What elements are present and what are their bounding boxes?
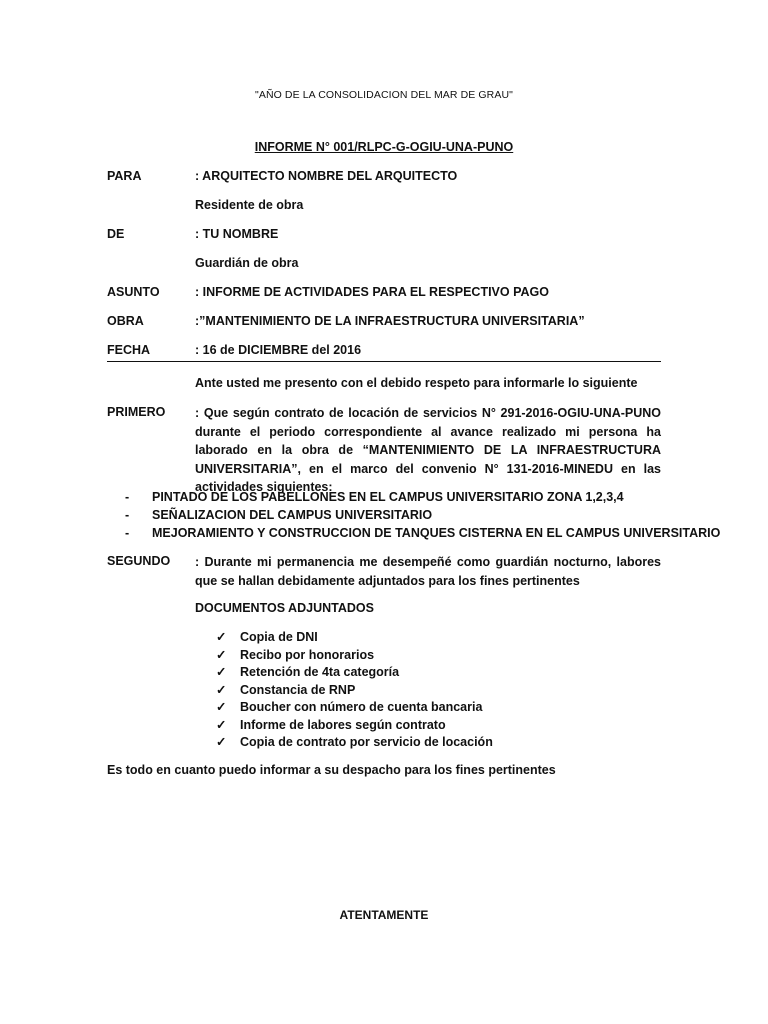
- intro-text: Ante usted me presento con el debido respeto para informarle lo siguiente: [195, 376, 638, 390]
- list-item: ✓ Constancia de RNP: [216, 682, 493, 700]
- segundo-label: SEGUNDO: [107, 554, 171, 568]
- list-item: ✓ Boucher con número de cuenta bancaria: [216, 699, 493, 717]
- list-item: ✓ Recibo por honorarios: [216, 647, 493, 665]
- header-divider: [107, 361, 661, 362]
- signature-salutation: ATENTAMENTE: [339, 908, 429, 922]
- list-item: ✓ Informe de labores según contrato: [216, 717, 493, 735]
- fecha-label: FECHA: [107, 343, 151, 357]
- documents-heading: DOCUMENTOS ADJUNTADOS: [195, 601, 374, 615]
- de-label: DE: [107, 227, 125, 241]
- obra-label: OBRA: [107, 314, 144, 328]
- obra-value: :”MANTENIMIENTO DE LA INFRAESTRUCTURA UNIVERSITARIA”: [195, 314, 585, 328]
- dash-bullet: -: [125, 526, 130, 540]
- activities-list: [125, 488, 720, 542]
- asunto-value: : INFORME DE ACTIVIDADES PARA EL RESPECTIVO PAGO: [195, 285, 549, 299]
- list-item: ✓ Retención de 4ta categoría: [216, 664, 493, 682]
- check-icon: ✓: [216, 735, 227, 749]
- primero-paragraph: : Que según contrato de locación de servicios N° 291-2016-OGIU-UNA-PUNO durante el periodo correspondiente al avance realizado mi persona ha laborado en la obra de “MANTENIMIENTO DE LA INFRAESTRUCTURA UNIVERSITARIA”, en el marco del convenio N° 131-2016-MINEDU en las actividades siguientes:: [195, 406, 661, 494]
- check-icon: ✓: [216, 682, 227, 697]
- documents-list: [216, 629, 493, 752]
- list-item: - PINTADO DE LOS PABELLONES EN EL CAMPUS UNIVERSITARIO ZONA 1,2,3,4: [125, 490, 624, 504]
- dash-bullet: -: [125, 508, 130, 522]
- para-value: : ARQUITECTO NOMBRE DEL ARQUITECTO: [195, 169, 458, 183]
- list-item: - MEJORAMIENTO Y CONSTRUCCION DE TANQUES CISTERNA EN EL CAMPUS UNIVERSITARIO: [125, 526, 721, 540]
- report-title: INFORME N° 001/RLPC-G-OGIU-UNA-PUNO: [254, 140, 514, 154]
- list-item: - SEÑALIZACION DEL CAMPUS UNIVERSITARIO: [125, 508, 433, 522]
- closing-statement: Es todo en cuanto puedo informar a su despacho para los fines pertinentes: [107, 763, 556, 777]
- para-role: Residente de obra: [195, 198, 304, 212]
- primero-label: PRIMERO: [107, 405, 166, 419]
- check-icon: ✓: [216, 630, 227, 644]
- check-icon: ✓: [216, 647, 227, 662]
- check-icon: ✓: [216, 700, 227, 714]
- asunto-label: ASUNTO: [107, 285, 160, 299]
- para-label: PARA: [107, 169, 142, 183]
- dash-bullet: -: [125, 490, 130, 504]
- de-role: Guardián de obra: [195, 256, 299, 270]
- check-icon: ✓: [216, 665, 227, 679]
- segundo-paragraph: : Durante mi permanencia me desempeñé como guardián nocturno, labores que se hallan debidamente adjuntados para los fines pertinentes: [195, 555, 661, 588]
- de-value: : TU NOMBRE: [195, 227, 279, 241]
- list-item: ✓ Copia de contrato por servicio de locación: [216, 734, 493, 752]
- year-motto: "AÑO DE LA CONSOLIDACION DEL MAR DE GRAU": [255, 89, 513, 101]
- check-icon: ✓: [216, 717, 227, 732]
- list-item: ✓ Copia de DNI: [216, 629, 493, 647]
- fecha-value: : 16 de DICIEMBRE del 2016: [195, 343, 362, 357]
